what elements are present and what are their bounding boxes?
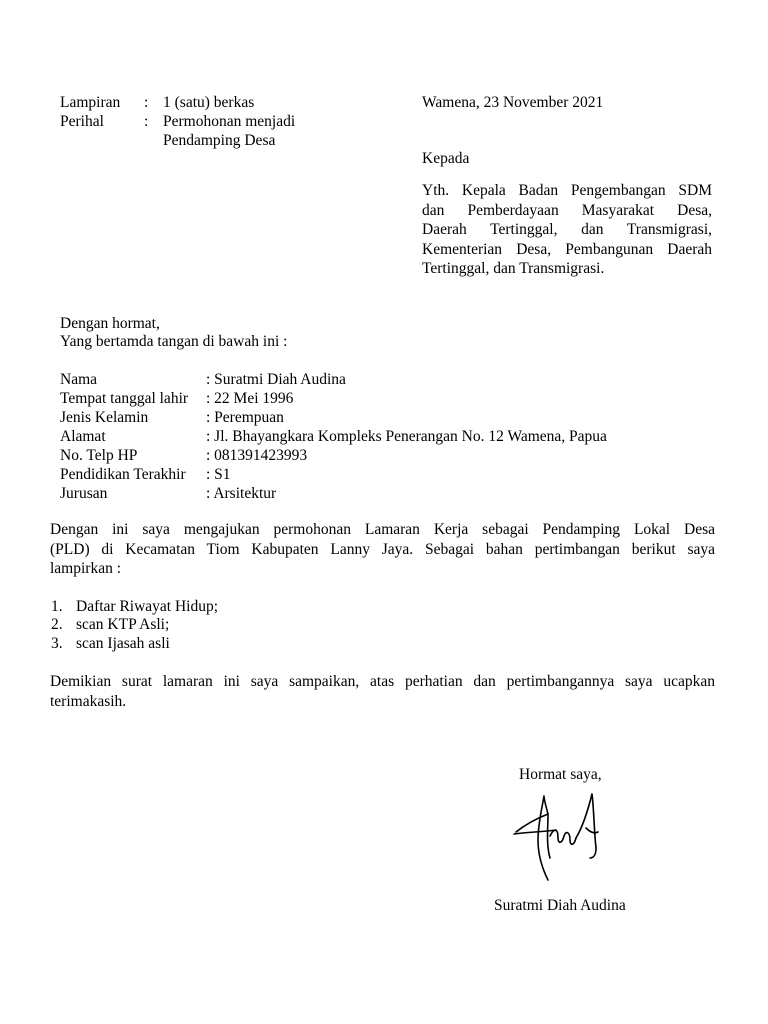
- identity-label-major: Jurusan: [60, 485, 108, 502]
- perihal-colon: :: [144, 113, 149, 130]
- recipient-address: [422, 181, 712, 279]
- identity-value-major: : Arsitektur: [206, 485, 277, 502]
- intro-line: Yang bertamda tangan di bawah ini :: [60, 333, 288, 350]
- body-line: lampirkan :: [50, 560, 122, 577]
- identity-value-ttl: : 22 Mei 1996: [206, 390, 294, 407]
- lampiran-label: Lampiran: [60, 94, 121, 111]
- recipient-line: Kementerian Desa, Pembangunan Daerah: [422, 240, 712, 258]
- place-date: Wamena, 23 November 2021: [422, 94, 604, 111]
- identity-value-education: : S1: [206, 466, 231, 483]
- lampiran-value: 1 (satu) berkas: [163, 94, 255, 111]
- signatory-name: Suratmi Diah Audina: [494, 897, 626, 914]
- identity-label-alamat: Alamat: [60, 428, 106, 445]
- perihal-label: Perihal: [60, 113, 104, 130]
- identity-value-gender: : Perempuan: [206, 409, 284, 426]
- recipient-line: Tertinggal, dan Transmigrasi.: [422, 260, 605, 277]
- list-item-number: 1.: [51, 598, 63, 615]
- list-item: scan Ijasah asli: [76, 635, 170, 652]
- identity-value-alamat: : Jl. Bhayangkara Kompleks Penerangan No. 12 Wamena, Papua: [206, 428, 607, 445]
- identity-label-education: Pendidikan Terakhir: [60, 466, 186, 483]
- identity-value-nama: : Suratmi Diah Audina: [206, 371, 346, 388]
- body-line: (PLD) di Kecamatan Tiom Kabupaten Lanny Jaya. Sebagai bahan pertimbangan berikut saya: [50, 540, 715, 558]
- body-line: Dengan ini saya mengajukan permohonan Lamaran Kerja sebagai Pendamping Lokal Desa: [50, 521, 715, 538]
- recipient-line: Yth. Kepala Badan Pengembangan SDM: [422, 182, 712, 199]
- greeting: Dengan hormat,: [60, 315, 160, 332]
- closing-paragraph: [50, 672, 715, 711]
- closing-line: Demikian surat lamaran ini saya sampaikan, atas perhatian dan pertimbangannya saya ucapkan: [50, 673, 715, 690]
- identity-label-nama: Nama: [60, 371, 98, 388]
- handwritten-signature: [508, 788, 608, 888]
- identity-label-phone: No. Telp HP: [60, 447, 138, 464]
- kepada-label: Kepada: [422, 150, 470, 167]
- closing-salutation: Hormat saya,: [519, 766, 602, 783]
- perihal-value-line1: Permohonan menjadi: [163, 113, 296, 130]
- body-paragraph: [50, 520, 715, 579]
- list-item: scan KTP Asli;: [76, 616, 170, 633]
- lampiran-colon: :: [144, 94, 149, 111]
- list-item-number: 3.: [51, 635, 63, 652]
- list-item: Daftar Riwayat Hidup;: [76, 598, 219, 615]
- recipient-line: dan Pemberdayaan Masyarakat Desa,: [422, 201, 712, 219]
- recipient-line: Daerah Tertinggal, dan Transmigrasi,: [422, 221, 712, 238]
- closing-line: terimakasih.: [50, 692, 127, 710]
- identity-label-ttl: Tempat tanggal lahir: [60, 390, 189, 407]
- identity-value-phone: : 081391423993: [206, 447, 308, 464]
- list-item-number: 2.: [51, 616, 63, 633]
- perihal-value-line2: Pendamping Desa: [163, 132, 276, 149]
- identity-label-gender: Jenis Kelamin: [60, 409, 149, 426]
